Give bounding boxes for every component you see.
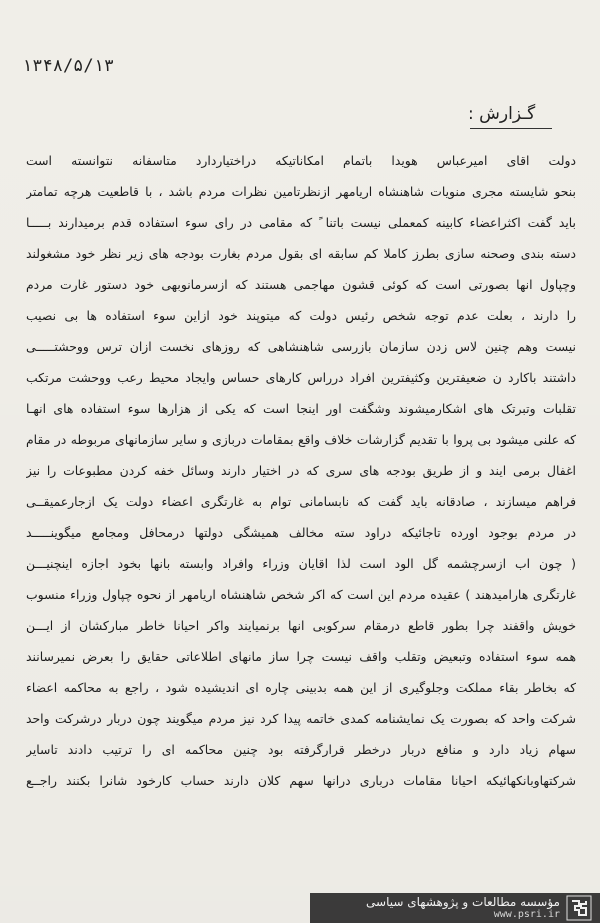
body-line: در مردم بوجود اورده تاجائیکه دراود سته مخالف همیشگی دولتها درمحافل ومجامع میگوینـــــد — [26, 525, 576, 540]
watermark-url: www.psri.ir — [493, 909, 560, 920]
body-line: ( چون اب ازسرچشمه گل الود است لذا اقایان وزراء وافراد وابسته بانها بخود اجازه اینچنیـــن — [26, 556, 576, 571]
title-underline — [470, 128, 552, 129]
body-line: خویش واقفند چرا بطور قاطع درمقام سرکوبی انها برنمیایند واکر احیانا خاطر مبارکشان از ایـــن — [26, 618, 576, 633]
body-line: همه سوء استفاده وتبعیض وتقلب واقف نیست چرا ساز مانهای اطلاعاتی حقایق را بعرض نمیرسانند — [26, 649, 576, 664]
body-line: شرکتهاوبانکهائیکه احیانا مقامات درباری درانها سهم کلان دارند حساب کارخود شانرا بکنند راجــع — [26, 773, 576, 788]
body-line: دولت اقای امیرعباس هویدا باتمام امکاناتیکه دراختیاردارد متاسفانه نتوانسته است — [26, 153, 576, 168]
body-line: که بخاطر بقاء مملکت وجلوگیری از این همه بدبینی چاره ای اندیشیده شود ، راجع به محاکمه اعضاء — [26, 680, 576, 695]
body-line: نیست وهم چنین لاس زدن سازمان بازرسی شاهنشاهی که روزهای نخست ازان ترس ووحشتـــــی — [26, 339, 576, 354]
body-line: داشتند باکارد ن ضعیفترین وکثیفترین افراد درراس کارهای حساس وایجاد محیط رعب ووحشت مرتکب — [26, 370, 576, 385]
body-line: وچپاول انها بصورتی است که کوئی قشون مهاجمی هستند که ازسرمانوبهی خود دستور غارت مردم — [26, 277, 576, 292]
psri-logo-icon — [566, 895, 592, 921]
body-line: دسته بندی وصحنه سازی بطرز کاملا کم سابقه ای بقول مردم بغارت بودجه های زیر نظر خود مشغولند — [26, 246, 576, 261]
body-line: را دارند ، بعلت عدم توجه شخص رئیس دولت که میتوپند خود ازاین سوء استفاده ها بی نصیب — [26, 308, 576, 323]
watermark-banner — [310, 893, 600, 923]
body-line: شرکت واحد که بصورت یک نمایشنامه کمدی خاتمه پیدا کرد نیز مردم میگویند چون دربار درشرکت واحد — [26, 711, 576, 726]
body-line: غارتگری هارامیدهند ) عقیده مردم این است که اکر شخص شاهنشاه اریامهر از نحوه چپاول وزراء منسوب — [26, 587, 576, 602]
watermark-org-name: مؤسسه مطالعات و پژوهشهای سیاسی — [366, 895, 560, 909]
watermark-texts — [366, 895, 560, 921]
body-line: اغفال برمی ایند و از طریق بودجه های سری که در اختیار دارند وسائل خفه کردن مطبوعات را نیز — [26, 463, 576, 478]
document-date: ۱۳۴۸/۵/۱۳ — [22, 56, 115, 76]
body-line: تقلبات وتبرتک های اشکارمیشوند وشگفت اور اینجا است که یکی از هزارها سوء استفاده های انهـا — [26, 401, 576, 416]
document-title: گـزارش : — [468, 104, 536, 124]
body-line: که علنی میشود بی پروا با تقدیم گزارشات خلاف واقع بمقامات دربازی و سایر سازمانهای مربوطه در مقام — [26, 432, 576, 447]
body-line: باید گفت اکثراعضاء کابینه کمعملی نیست باتنا ً که مقامی در رای سوء استفاده قدم برمیدارند بـــــا — [26, 215, 576, 230]
body-line: فراهم میسازند ، صادقانه باید گفت که نابسامانی توام به غارتگری اعضاء دولت یک ازجارعمیقــی — [26, 494, 576, 509]
body-line: بنحو شایسته مجری منویات شاهنشاه اریامهر ازنظرتامین نظرات مردم باشد ، با قاطعیت هرچه تمامتر — [26, 184, 576, 199]
document-body — [26, 145, 576, 796]
body-line: سهام زیاد دارد و منافع دربار درخطر قرارگرفته بود چنین محاکمه ای را ترتیب دادند تاسایر — [26, 742, 576, 757]
